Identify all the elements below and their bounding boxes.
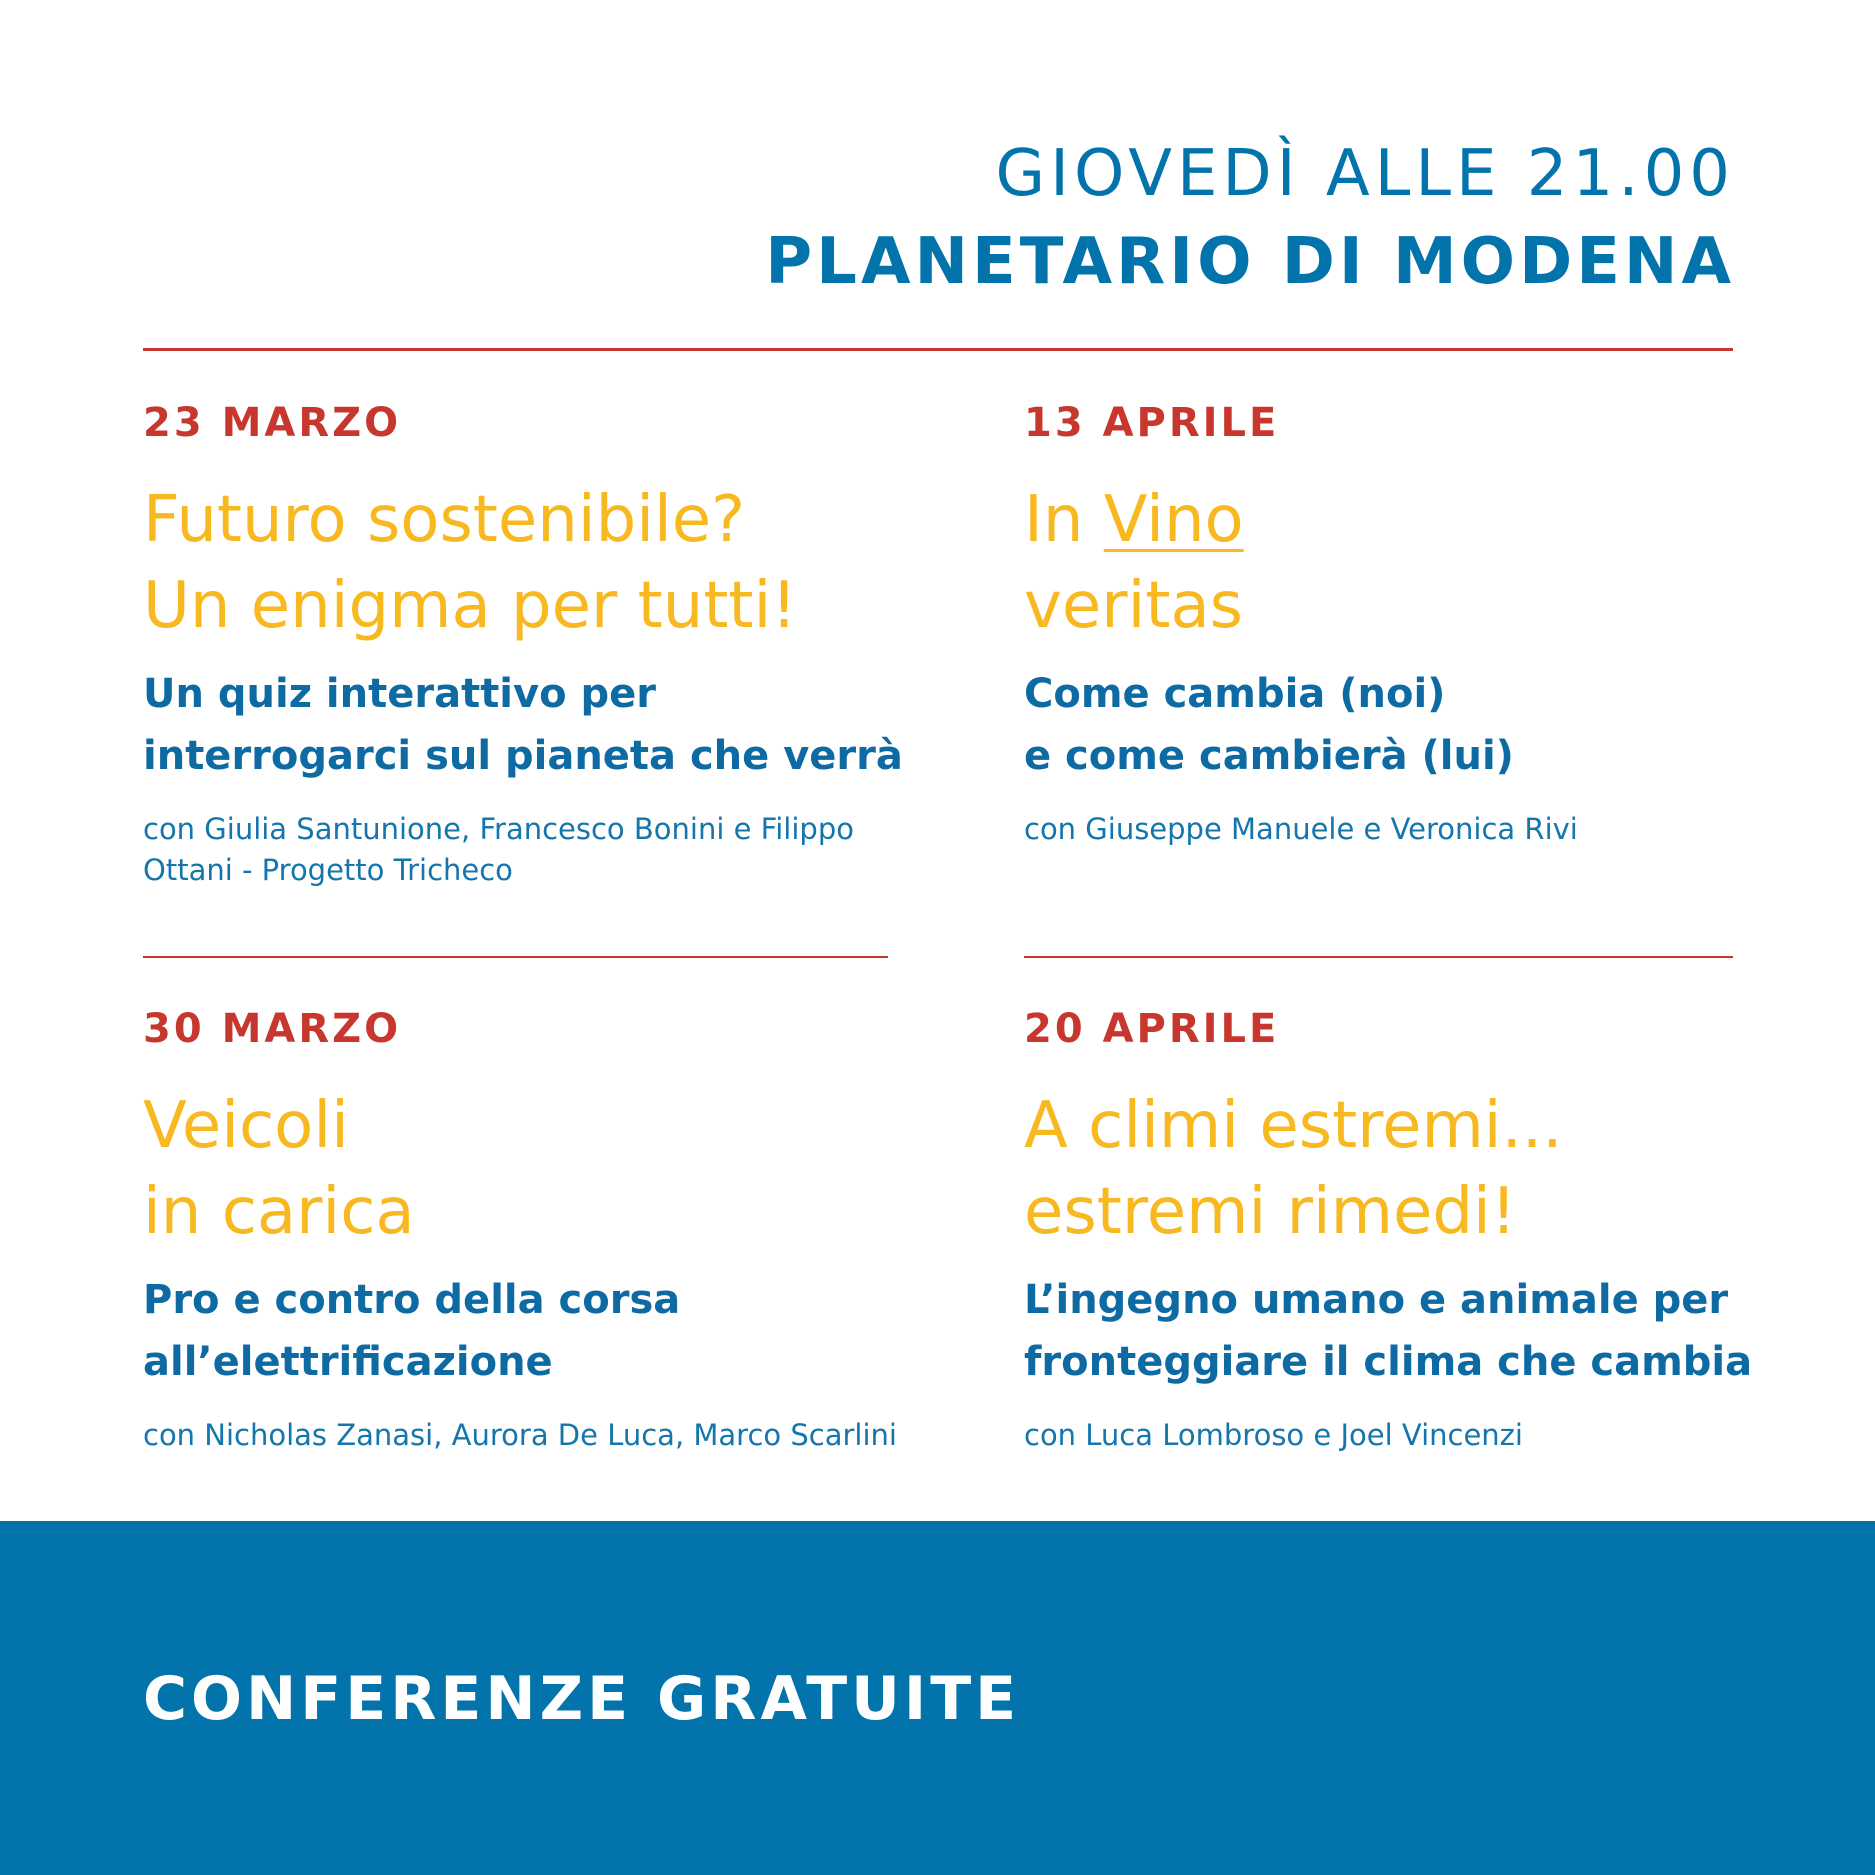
- event-speakers: [1024, 809, 1784, 850]
- event-date: 20 APRILE: [1024, 1006, 1280, 1052]
- event-speakers-line: con Luca Lombroso e Joel Vincenzi: [1024, 1418, 1523, 1452]
- event-title-line: in carica: [143, 1175, 415, 1249]
- event-subtitle-line: Un quiz interattivo per: [143, 671, 656, 717]
- header: [765, 130, 1735, 306]
- top-divider: [143, 348, 1733, 351]
- event-subtitle-line: all’elettrificazione: [143, 1339, 553, 1385]
- event-speakers: [143, 1415, 903, 1456]
- event-card-30-marzo: [143, 1004, 903, 1456]
- event-subtitle: [1024, 663, 1784, 787]
- event-title-underlined-word: Vino: [1103, 483, 1244, 557]
- event-title: [1024, 1083, 1784, 1255]
- event-title-prefix: In: [1024, 483, 1104, 557]
- event-date: 13 APRILE: [1024, 400, 1280, 446]
- footer-band: [0, 1521, 1875, 1875]
- event-title-line: Futuro sostenibile?: [143, 483, 746, 557]
- event-title: [1024, 477, 1784, 649]
- schedule-time: GIOVEDÌ ALLE 21.00: [995, 137, 1735, 211]
- event-subtitle: [1024, 1269, 1784, 1393]
- event-speakers-line: con Giuseppe Manuele e Veronica Rivi: [1024, 812, 1578, 846]
- event-speakers-line: con Giulia Santunione, Francesco Bonini e Filippo: [143, 812, 854, 846]
- event-date: 30 MARZO: [143, 1006, 402, 1052]
- event-subtitle: [143, 663, 903, 787]
- footer-label: CONFERENZE GRATUITE: [143, 1664, 1021, 1734]
- event-subtitle-line: Pro e contro della corsa: [143, 1277, 681, 1323]
- event-title-line: veritas: [1024, 569, 1243, 643]
- event-card-20-aprile: [1024, 1004, 1784, 1456]
- event-subtitle: [143, 1269, 903, 1393]
- event-subtitle-line: interrogarci sul pianeta che verrà: [143, 733, 903, 779]
- event-speakers: [1024, 1415, 1784, 1456]
- right-divider: [1024, 956, 1733, 958]
- event-title-line: estremi rimedi!: [1024, 1175, 1517, 1249]
- event-title: [143, 477, 903, 649]
- venue-name: PLANETARIO DI MODENA: [765, 225, 1735, 299]
- event-date: 23 MARZO: [143, 400, 402, 446]
- event-title: [143, 1083, 903, 1255]
- event-title-line: Veicoli: [143, 1089, 349, 1163]
- left-divider: [143, 956, 888, 958]
- event-subtitle-line: L’ingegno umano e animale per: [1024, 1277, 1729, 1323]
- event-title-line: Un enigma per tutti!: [143, 569, 797, 643]
- event-title-line: [1024, 477, 1784, 563]
- event-subtitle-line: e come cambierà (lui): [1024, 733, 1514, 779]
- event-subtitle-line: Come cambia (noi): [1024, 671, 1446, 717]
- event-speakers-line: con Nicholas Zanasi, Aurora De Luca, Marco Scarlini: [143, 1418, 897, 1452]
- event-speakers-line: Ottani - Progetto Tricheco: [143, 853, 513, 887]
- event-subtitle-line: fronteggiare il clima che cambia: [1024, 1339, 1753, 1385]
- event-card-13-aprile: [1024, 398, 1784, 850]
- event-title-line: A climi estremi...: [1024, 1089, 1563, 1163]
- event-speakers: [143, 809, 903, 891]
- event-card-23-marzo: [143, 398, 903, 891]
